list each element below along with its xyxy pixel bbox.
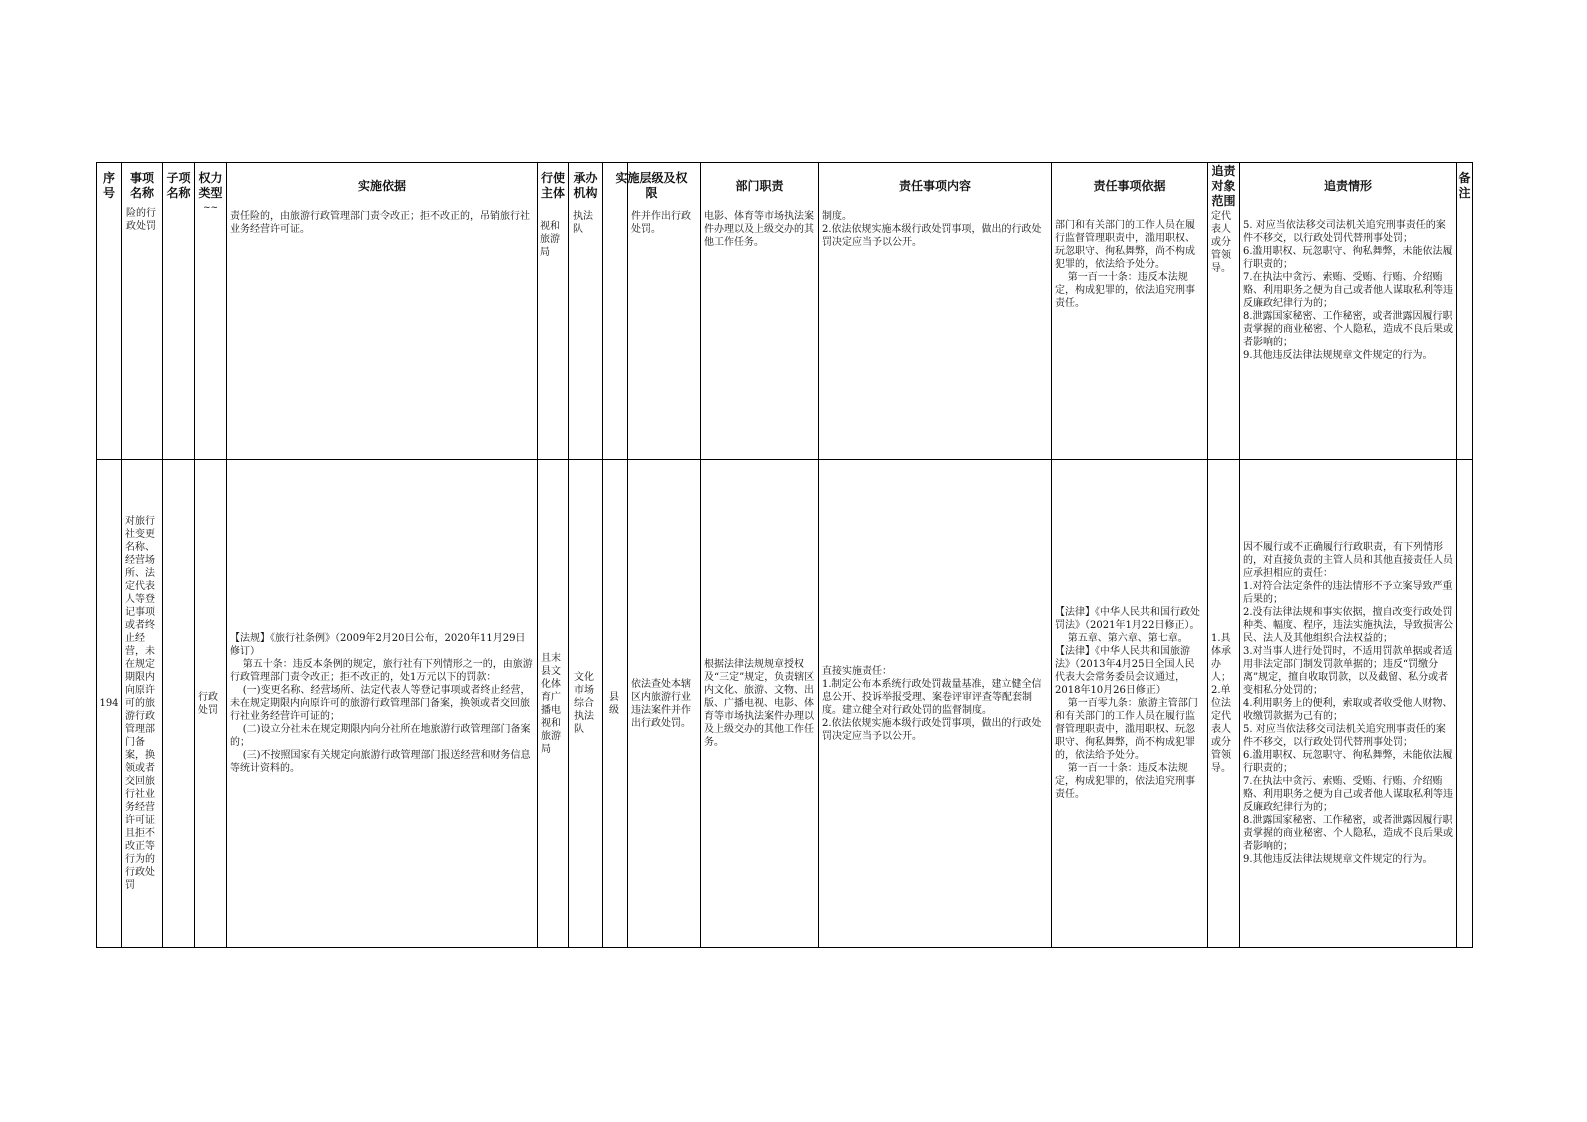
header-organ: 承办机构	[573, 171, 598, 200]
row-194-level-label	[603, 460, 627, 947]
header-subject: 行使主体	[540, 171, 565, 200]
row-194-level-label-text: 县级	[609, 691, 619, 716]
prev-subject: 视和旅游局	[540, 221, 560, 258]
col-border	[1472, 162, 1473, 948]
prev-scope: 定代表人或分管领导。	[1211, 211, 1231, 274]
header-duty: 部门职责	[735, 178, 784, 193]
prev-item-name: 险的行政处罚	[126, 208, 156, 232]
header-sub-item: 子项名称	[166, 171, 191, 200]
row-194-duty-text: 根据法律法规规章授权及“三定”规定，负责辖区内文化、旅游、文物、出版、广播电视、电影、体育等市场执法案件办理以及上级交办的其他工作任务。	[704, 659, 815, 748]
row-194-sub-item	[163, 460, 194, 947]
header-scope: 追责对象范围	[1211, 163, 1236, 208]
prev-level: 件并作出行政处罚。	[631, 211, 691, 235]
header-circumstances: 追责情形	[1323, 178, 1372, 193]
prev-duty: 电影、体育等市场执法案件办理以及上级交办的其他工作任务。	[704, 211, 814, 248]
row-194-seq: 194	[99, 698, 119, 709]
row-194-item-name	[122, 460, 162, 947]
row-194-resp-content	[819, 460, 1051, 947]
row-194-remark	[1457, 460, 1472, 947]
header-seq: 序号	[102, 171, 115, 200]
row-194-level	[628, 460, 700, 947]
prev-circumstances: 5. 对应当依法移交司法机关追究刑事责任的案件不移交，以行政处罚代替刑事处罚； 6.滥用职权、玩忽职守、徇私舞弊，未能依法履行职责的； 7.在执法中贪污、索贿、受贿、行贿、介绍贿赂、利用职务之便为自己或者他人谋取私利等违反廉政纪律行为的； 8.泄露国家秘密、工作秘密，或者泄露因履行职责掌握的商业秘密、个人隐私，造成不良后果或者影响的； 9.其他违反法律法规规章文件规定的行为。	[1243, 220, 1453, 361]
row-194-basis	[227, 460, 537, 947]
prev-resp-basis: 部门和有关部门的工作人员在履行监督管理职责中，滥用职权、玩忽职守、徇私舞弊，尚不构成犯罪的，依法给予处分。 第一百一十条：违反本法规定，构成犯罪的，依法追究刑事责任。	[1055, 220, 1195, 309]
row-194-duty	[701, 460, 818, 947]
header-level: 实施层级及权限	[615, 171, 688, 200]
row-194-resp-content-text: 直接实施责任： 1.制定公布本系统行政处罚裁量基准，建立健全信息公开、投诉举报受理、案卷评审评查等配套制度。建立健全对行政处罚的监督制度。 2.依法依规实施本级行政处罚事项，做出的行政处罚决定应当予以公开。	[822, 665, 1042, 742]
header-power-type: 权力类型	[198, 171, 223, 200]
row-194-organ	[569, 460, 602, 947]
row-194-resp-basis	[1052, 460, 1207, 947]
header-remark: 备注	[1458, 171, 1471, 200]
row-194-power-type	[195, 460, 226, 947]
row-194-scope	[1208, 460, 1239, 947]
prev-basis: 责任险的，由旅游行政管理部门责令改正；拒不改正的，吊销旅行社业务经营许可证。	[230, 211, 530, 235]
prev-power-type-fragment: ~~	[202, 203, 219, 213]
header-resp-basis: 责任事项依据	[1093, 178, 1166, 193]
row-194-organ-text: 文化市场综合执法队	[574, 672, 594, 735]
row-194-subject	[538, 460, 568, 947]
table-bottom-border	[96, 947, 1473, 948]
row-194-basis-text: 【法规】《旅行社条例》（2009年2月20日公布，2020年11月29日修订） 第五十条：违反本条例的规定，旅行社有下列情形之一的，由旅游行政管理部门责令改正；拒不改正的，处1万元以下的罚款： (一)变更名称、经营场所、法定代表人等登记事项或者终止经营，未在规定期限内向原许可的旅游行政管理部门备案，换领或者交回旅行社业务经营许可证的； (二)设立分社未在规定期限内向分社所在地旅游行政管理部门备案的； (三)不按照国家有关规定向旅游行政管理部门报送经营和财务信息等统计资料的。	[230, 633, 533, 774]
header-resp-content: 责任事项内容	[898, 178, 971, 193]
header-item-name: 事项名称	[129, 171, 154, 200]
row-194-item-name-text: 对旅行社变更名称、经营场所、法定代表人等登记事项或者终止经营，未在规定期限内向原许可的旅游行政管理部门备案，换领或者交回旅行社业务经营许可证且拒不改正等行为的行政处罚	[125, 516, 155, 891]
row-194-circumstances-text: 因不履行或不正确履行行政职责，有下列情形的，对直接负责的主管人员和其他直接责任人员应承担相应的责任： 1.对符合法定条件的违法情形不予立案导致严重后果的； 2.没有法律法规和事实依据，擅自改变行政处罚种类、幅度、程序，违法实施执法，导致损害公民、法人及其他组织合法权益的； 3.对当事人进行处罚时，不适用罚款单据或者适用非法定部门制发罚款单据的；违反“罚缴分离”规定，擅自收取罚款，以及截留、私分或者变相私分处罚的； 4.利用职务上的便利，索取或者收受他人财物、收缴罚款据为己有的； 5. 对应当依法移交司法机关追究刑事责任的案件不移交，以行政处罚代替刑事处罚； 6.滥用职权、玩忽职守、徇私舞弊，未能依法履行职责的； 7.在执法中贪污、索贿、受贿、行贿、介绍贿赂、利用职务之便为自己或者他人谋取私利等违反廉政纪律行为的； 8.泄露国家秘密、工作秘密，或者泄露因履行职责掌握的商业秘密、个人隐私，造成不良后果或者影响的； 9.其他违反法律法规规章文件规定的行为。	[1243, 542, 1453, 865]
prev-organ: 执法队	[573, 211, 593, 235]
row-194-subject-text: 且末县文化体育广播电视和旅游局	[541, 652, 561, 755]
row-194-resp-basis-text: 【法律】《中华人民共和国行政处罚法》（2021年1月22日修正）。 第五章、第六章、第七章。 【法律】《中华人民共和国旅游法》（2013年4月25日全国人民代表大会常务委员会议通过，2018年10月26日修正） 第一百零九条：旅游主管部门和有关部门的工作人员在履行监督管理职责中，滥用职权、玩忽职守、徇私舞弊，尚不构成犯罪的，依法给予处分。 第一百一十条：违反本法规定，构成犯罪的，依法追究刑事责任。	[1055, 607, 1200, 800]
row-194-level-text: 依法查处本辖区内旅游行业违法案件并作出行政处罚。	[631, 678, 691, 729]
row-194-scope-text: 1.具体承办人； 2.单位法定代表人或分管领导。	[1211, 633, 1231, 774]
row-194-circumstances	[1240, 460, 1456, 947]
row-194-power-type-text: 行政处罚	[198, 691, 218, 716]
header-basis: 实施依据	[357, 178, 406, 193]
prev-resp-content: 制度。 2.依法依规实施本级行政处罚事项，做出的行政处罚决定应当予以公开。	[822, 211, 1042, 248]
